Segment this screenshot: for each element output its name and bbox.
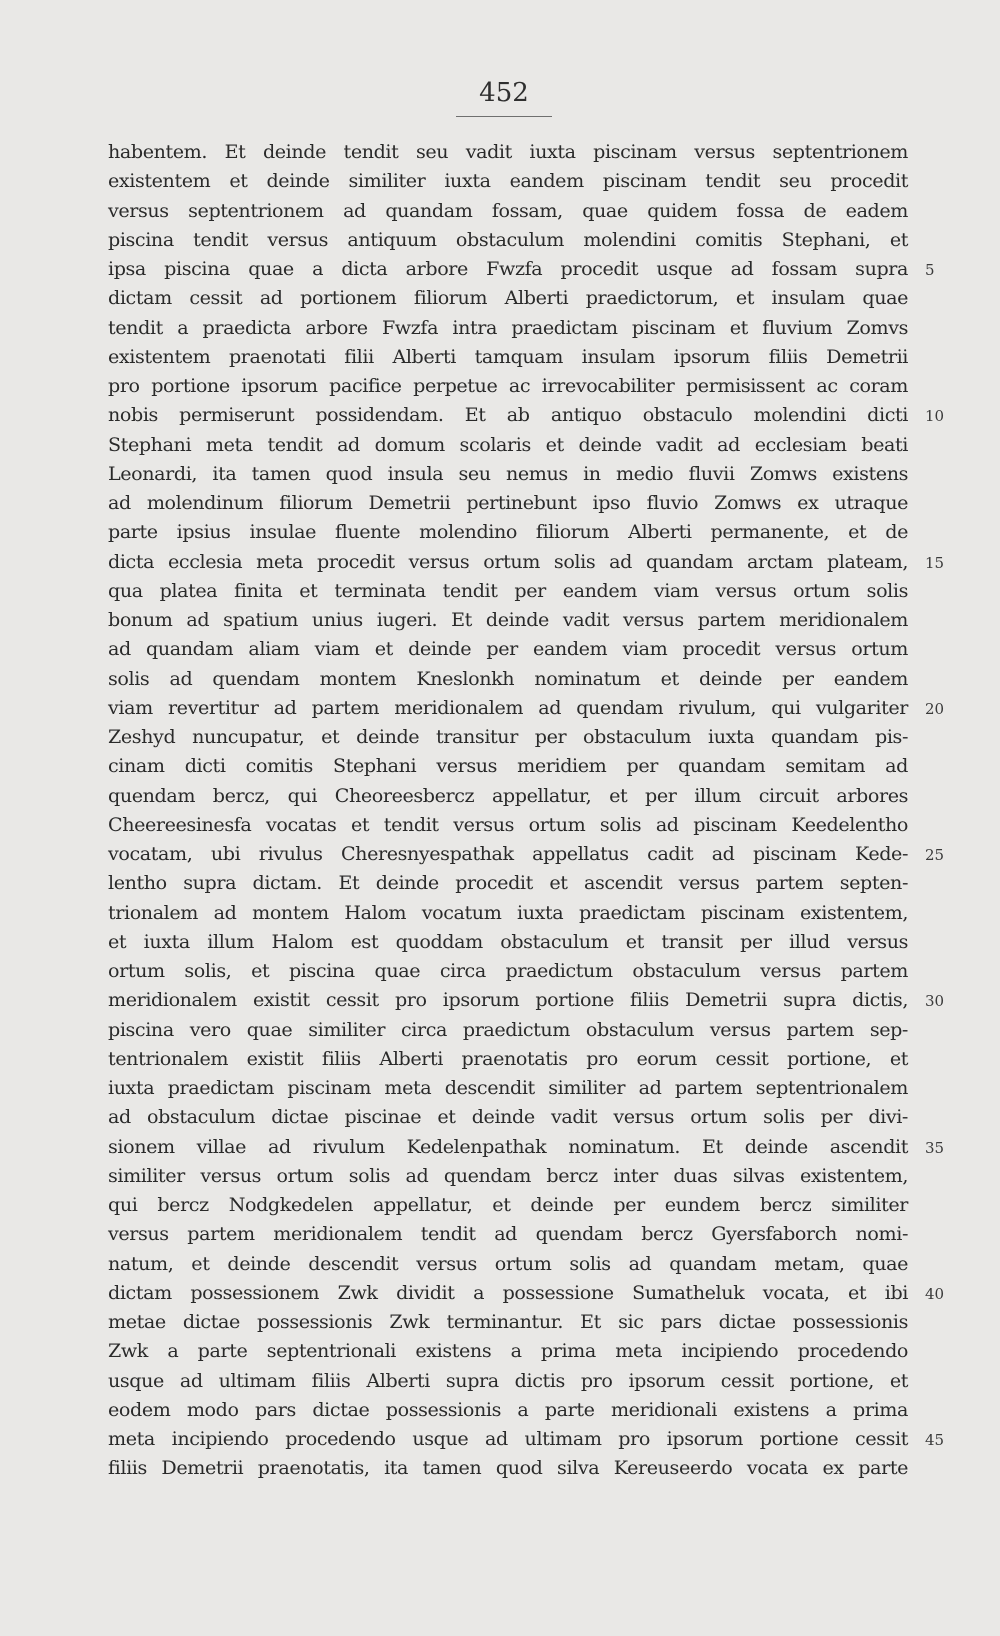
margin-line-number: 45 — [925, 1431, 945, 1449]
text-line: qua platea finita et terminata tendit per eandem viam versus ortum solis — [108, 578, 908, 602]
margin-line-number: 25 — [925, 846, 945, 864]
text-line: dictam possessionem Zwk dividit a possessione Sumatheluk vocata, et ibi — [108, 1280, 908, 1304]
text-line: similiter versus ortum solis ad quendam bercz inter duas silvas existentem, — [108, 1163, 908, 1187]
text-line: natum, et deinde descendit versus ortum solis ad quandam metam, quae — [108, 1251, 908, 1275]
text-line: ortum solis, et piscina quae circa praedictum obstaculum versus partem — [108, 959, 908, 982]
margin-line-number: 10 — [925, 407, 945, 426]
text-line: Cheereesinesfa vocatas et tendit versus ortum solis ad piscinam Keedelentho — [108, 812, 908, 836]
text-line: filiis Demetrii praenotatis, ita tamen quod silva Kereuseerdo vocata ex parte — [108, 1456, 908, 1480]
text-line: bonum ad spatium unius iugeri. Et deinde vadit versus partem meridionalem — [108, 608, 908, 631]
text-line: vocatam, ubi rivulus Cheresnyespathak appellatus cadit ad piscinam Kede- — [108, 842, 908, 865]
margin-line-number: 5 — [925, 261, 935, 279]
text-line: qui bercz Nodgkedelen appellatur, et deinde per eundem bercz similiter — [108, 1193, 908, 1216]
text-line: et iuxta illum Halom est quoddam obstaculum et transit per illud versus — [108, 929, 908, 953]
margin-line-number: 15 — [925, 553, 945, 572]
text-line: versus partem meridionalem tendit ad quendam bercz Gyersfaborch nomi- — [108, 1222, 908, 1246]
text-line: piscina vero quae similiter circa praedictum obstaculum versus partem sep- — [108, 1017, 908, 1041]
text-line: Zwk a parte septentrionali existens a prima meta incipiendo procedendo — [108, 1339, 908, 1363]
text-line: quendam bercz, qui Cheoreesbercz appellatur, et per illum circuit arbores — [108, 783, 908, 807]
text-line: Zeshyd nuncupatur, et deinde transitur per obstaculum iuxta quandam pis- — [108, 725, 908, 748]
page-number-rule — [456, 116, 552, 117]
text-line: ad molendinum filiorum Demetrii pertinebunt ipso fluvio Zomws ex utraque — [108, 491, 908, 514]
text-line: viam revertitur ad partem meridionalem ad quendam rivulum, qui vulgariter — [108, 695, 908, 719]
text-line: meridionalem existit cessit pro ipsorum portione filiis Demetrii supra dictis, — [108, 988, 908, 1012]
text-line: pro portione ipsorum pacifice perpetue ac irrevocabiliter permisissent ac coram — [108, 374, 908, 397]
text-line: tendit a praedicta arbore Fwzfa intra praedictam piscinam et fluvium Zomvs — [108, 315, 908, 339]
text-line: cinam dicti comitis Stephani versus meridiem per quandam semitam ad — [108, 754, 908, 778]
text-line: piscina tendit versus antiquum obstaculum molendini comitis Stephani, et — [108, 227, 908, 251]
text-line: existentem praenotati filii Alberti tamquam insulam ipsorum filiis Demetrii — [108, 344, 908, 368]
text-line: sionem villae ad rivulum Kedelenpathak nominatum. Et deinde ascendit — [108, 1134, 908, 1158]
text-line: metae dictae possessionis Zwk terminantur. Et sic pars dictae possessionis — [108, 1310, 908, 1333]
text-line: habentem. Et deinde tendit seu vadit iuxta piscinam versus septentrionem — [108, 140, 908, 163]
text-line: lentho supra dictam. Et deinde procedit et ascendit versus partem septen- — [108, 871, 908, 895]
text-line: existentem et deinde similiter iuxta eandem piscinam tendit seu procedit — [108, 169, 908, 193]
text-line: nobis permiserunt possidendam. Et ab antiquo obstaculo molendini dicti — [108, 403, 908, 427]
text-line: parte ipsius insulae fluente molendino filiorum Alberti permanente, et de — [108, 520, 908, 544]
text-line: tentrionalem existit filiis Alberti praenotatis pro eorum cessit portione, et — [108, 1046, 908, 1070]
margin-line-number: 35 — [925, 1138, 945, 1157]
text-line: ad quandam aliam viam et deinde per eandem viam procedit versus ortum — [108, 637, 908, 661]
text-line: eodem modo pars dictae possessionis a parte meridionali existens a prima — [108, 1397, 908, 1421]
text-line: dicta ecclesia meta procedit versus ortum solis ad quandam arctam plateam, — [108, 549, 908, 573]
text-line: meta incipiendo procedendo usque ad ultimam pro ipsorum portione cessit — [108, 1427, 908, 1450]
page-number: 452 — [479, 78, 529, 108]
text-line: iuxta praedictam piscinam meta descendit similiter ad partem septentrionalem — [108, 1076, 908, 1099]
text-line: Stephani meta tendit ad domum scolaris et deinde vadit ad ecclesiam beati — [108, 432, 908, 456]
text-line: dictam cessit ad portionem filiorum Alberti praedictorum, et insulam quae — [108, 286, 908, 310]
text-line: solis ad quendam montem Kneslonkh nominatum et deinde per eandem — [108, 666, 908, 690]
text-line: trionalem ad montem Halom vocatum iuxta praedictam piscinam existentem, — [108, 900, 908, 924]
text-line: ipsa piscina quae a dicta arbore Fwzfa procedit usque ad fossam supra — [108, 257, 908, 280]
margin-line-number: 40 — [925, 1284, 945, 1303]
margin-line-number: 20 — [925, 699, 945, 718]
margin-line-number: 30 — [925, 992, 945, 1011]
text-line: usque ad ultimam filiis Alberti supra dictis pro ipsorum cessit portione, et — [108, 1368, 908, 1392]
text-line: versus septentrionem ad quandam fossam, quae quidem fossa de eadem — [108, 198, 908, 222]
text-line: Leonardi, ita tamen quod insula seu nemus in medio fluvii Zomws existens — [108, 461, 908, 485]
body-text — [108, 137, 908, 1483]
text-line: ad obstaculum dictae piscinae et deinde vadit versus ortum solis per divi- — [108, 1105, 908, 1129]
